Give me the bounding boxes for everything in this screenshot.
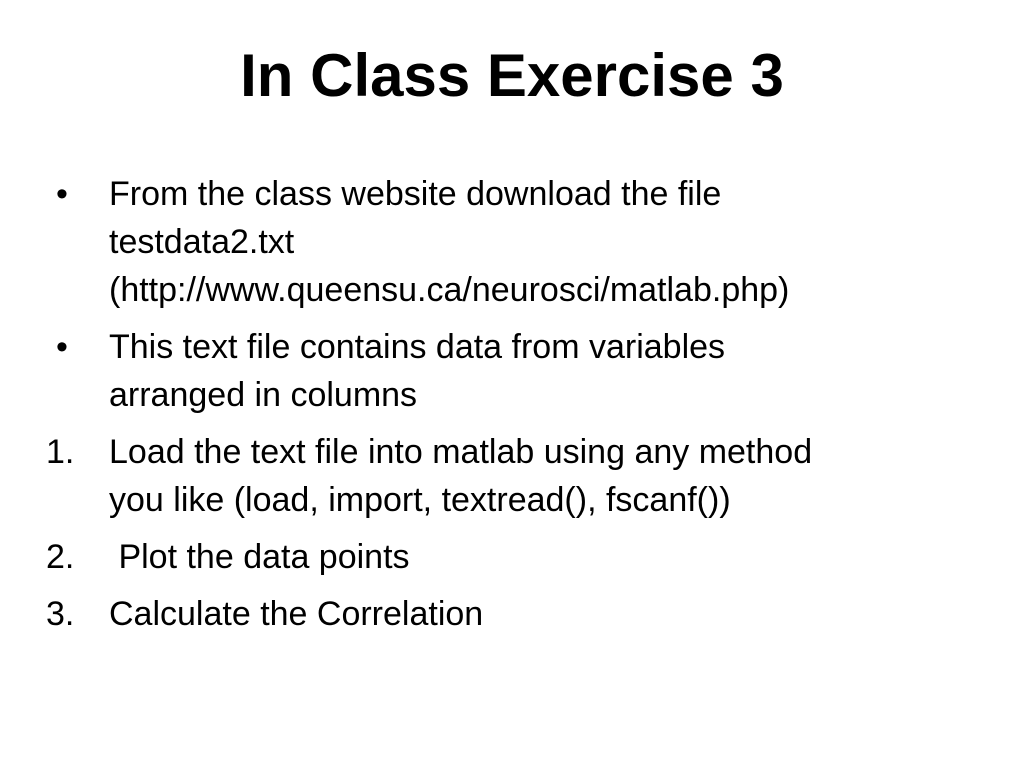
number-marker: 1. xyxy=(46,433,75,471)
bullet-marker: • xyxy=(56,175,68,213)
bullet-item-download-file xyxy=(46,170,966,314)
numbered-item-load-file xyxy=(46,428,966,524)
text-line: Plot the data points xyxy=(109,538,410,576)
text-line: you like (load, import, textread(), fscanf()) xyxy=(109,481,731,519)
slide-title: In Class Exercise 3 xyxy=(240,42,784,109)
number-marker: 2. xyxy=(46,538,75,576)
text-line: (http://www.queensu.ca/neurosci/matlab.php) xyxy=(109,271,790,309)
text-line: From the class website download the file xyxy=(109,175,722,213)
text-line: testdata2.txt xyxy=(109,223,295,261)
bullet-text xyxy=(109,323,966,419)
number-marker: 3. xyxy=(46,595,75,633)
bullet-text xyxy=(109,170,966,314)
numbered-item-correlation xyxy=(46,590,966,638)
bullet-marker: • xyxy=(56,328,68,366)
text-line: arranged in columns xyxy=(109,376,418,414)
bullet-item-file-description xyxy=(46,323,966,419)
numbered-text xyxy=(109,428,966,524)
text-line: Calculate the Correlation xyxy=(109,595,484,633)
text-line: This text file contains data from variables xyxy=(109,328,726,366)
text-line: Load the text file into matlab using any method xyxy=(109,433,813,471)
numbered-text xyxy=(109,533,966,581)
slide-content xyxy=(46,170,966,647)
numbered-text xyxy=(109,590,966,638)
numbered-item-plot-data xyxy=(46,533,966,581)
